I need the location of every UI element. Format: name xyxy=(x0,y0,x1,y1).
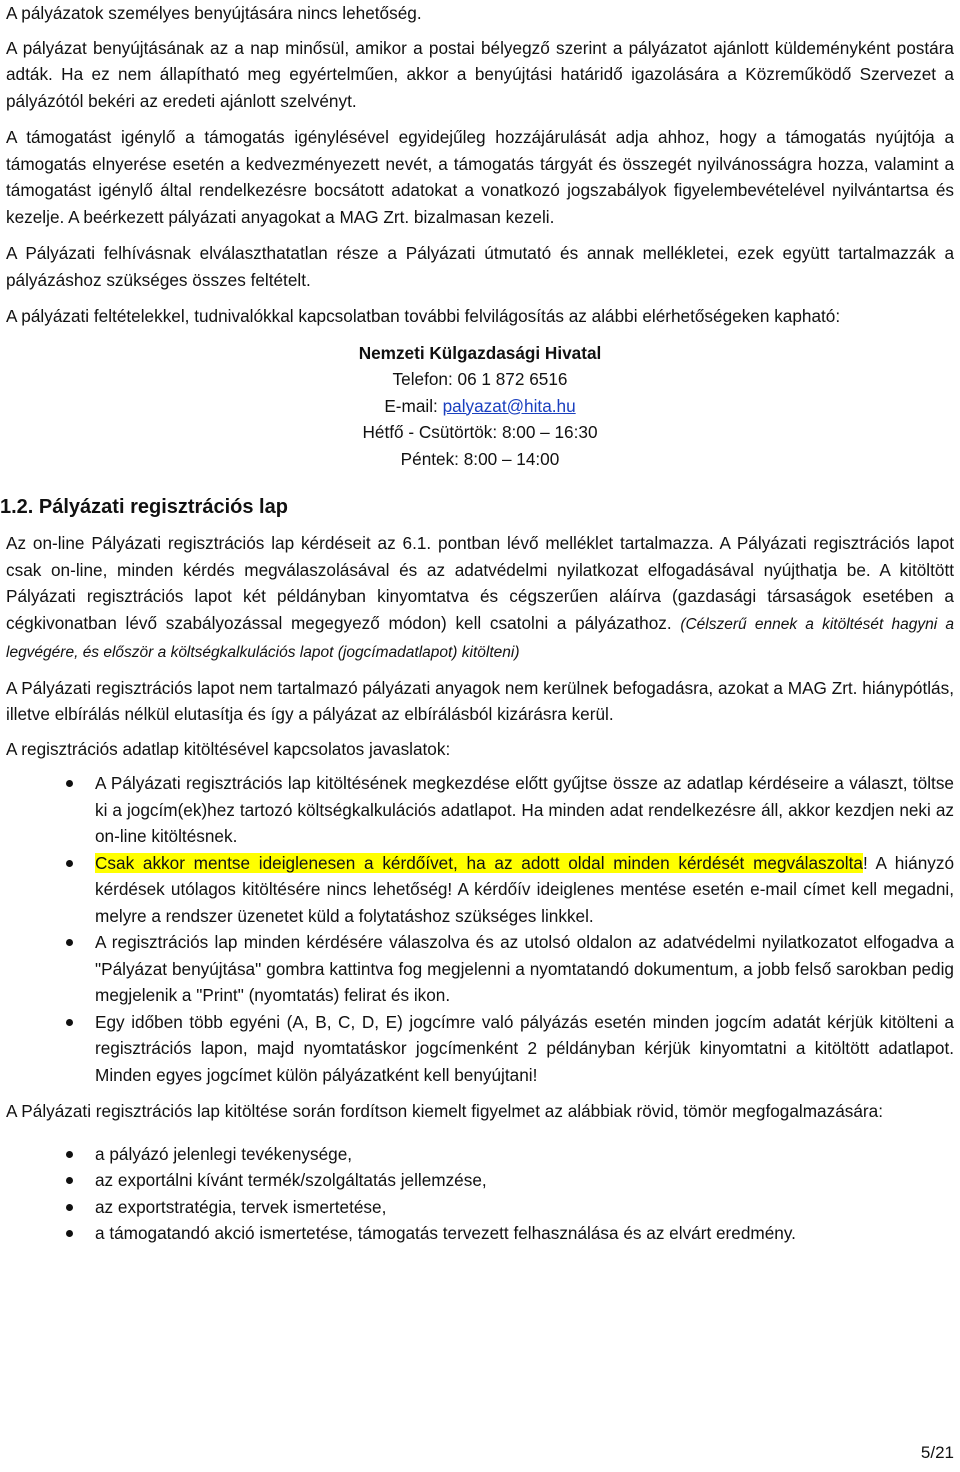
contact-email-link[interactable]: palyazat@hita.hu xyxy=(442,395,576,416)
list-item-text: a pályázó jelenlegi tevékenysége, xyxy=(95,1143,353,1164)
bullet-icon xyxy=(66,1177,73,1184)
list-item-text: A regisztrációs lap minden kérdésére válaszolva és az utolsó oldalon az adatvédelmi nyilatkozatot elfogadva a "Pályázat benyújtása" gombra kattintva fog megjelenni a nyomtatandó dokumentum, a jobb felső sarokban pedig megjelenik a "Print" (nyomtatás) felirat és ikon. xyxy=(95,932,954,1005)
paragraph-guide-part: A Pályázati felhívásnak elválaszthatatlan része a Pályázati útmutató és annak mellékletei, ezek együtt tartalmazzák a pályázáshoz szükséges összes feltételt. xyxy=(6,243,954,290)
list-item-text: az exportstratégia, tervek ismertetése, xyxy=(95,1196,387,1217)
contact-email-label: E-mail: xyxy=(384,395,443,416)
page-number: 5/21 xyxy=(920,1443,954,1462)
section-heading: 1.2. Pályázati regisztrációs lap xyxy=(0,496,288,518)
contact-email-line xyxy=(6,393,954,420)
paragraph-registration-text: Az on-line Pályázati regisztrációs lap kérdéseit az 6.1. pontban lévő melléklet tartalmazza. A Pályázati regisztrációs lapot csak on-line, minden kérdés megválaszolásával és az adatvédelmi nyilatkozat elfogadásával nyújthatja be. A kitöltött Pályázati regisztrációs lapot két példányban kinyomtatva és cégszerűen aláírva (gazdasági társaságok esetében a cégkivonatban lévő szabályozással megegyező módon) kell csatolni a pályázathoz. xyxy=(6,533,954,633)
list-item-text: az exportálni kívánt termék/szolgáltatás jellemzése, xyxy=(95,1170,487,1190)
bullet-icon xyxy=(66,860,73,867)
paragraph-attention: A Pályázati regisztrációs lap kitöltése során fordítson kiemelt figyelmet az alábbiak rövid, tömör megfogalmazására: xyxy=(6,1101,883,1121)
list-item-text: ! A hiányzó kérdések utólagos kitöltésére nincs lehetőség! A kérdőív ideiglenes mentése esetén e-mail címet kell megadni, melyre a rendszer üzenetet küld a folytatáshoz szükséges linkkel. xyxy=(95,852,954,926)
list-item-text: Egy időben több egyéni (A, B, C, D, E) jogcímre való pályázás esetén minden jogcím adatát kérjük kitölteni a regisztrációs lapon, majd nyomtatáskor jogcímenként 2 példányban kérjük kinyomtatni a kitöltött adatlapot. Minden egyes jogcímet külön pályázatként kell benyújtani! xyxy=(95,1011,954,1085)
list-item-text: a támogatandó akció ismertetése, támogatás tervezett felhasználása és az elvárt eredmény. xyxy=(95,1223,796,1243)
list-item xyxy=(6,1009,954,1089)
list-item xyxy=(6,1220,954,1247)
contact-phone: Telefon: 06 1 872 6516 xyxy=(392,369,568,389)
list-item xyxy=(6,850,954,930)
highlighted-text: Csak akkor mentse ideiglenesen a kérdőívet, ha az adott oldal minden kérdését megválaszolta xyxy=(95,852,863,873)
bullet-icon xyxy=(66,1151,73,1158)
paragraph-contact-intro: A pályázati feltételekkel, tudnivalókkal kapcsolatban további felvilágosítás az alábbi elérhetőségeken kapható: xyxy=(6,306,841,326)
contact-hours-weekday: Hétfő - Csütörtök: 8:00 – 16:30 xyxy=(362,422,598,442)
paragraph-no-personal-submission: A pályázatok személyes benyújtására nincs lehetőség. xyxy=(6,3,422,23)
list-item xyxy=(6,1194,954,1221)
paragraph-registration-note: (Célszerű ennek a kitöltését hagyni a legvégére, és először a költségkalkulációs lapot (jogcímadatlapot) kitölteni) xyxy=(6,615,955,661)
list-item-text: A Pályázati regisztrációs lap kitöltésének megkezdése előtt gyűjtse össze az adatlap kérdéseire a választ, töltse ki a jogcím(ek)hez tartozó költségkalkulációs adatlapot. Ha minden adat rendelkezésre áll, akkor kezdjen neki az on-line kitöltésnek. xyxy=(95,773,954,846)
list-item xyxy=(6,1167,954,1194)
list-item xyxy=(6,770,954,850)
paragraph-registration xyxy=(6,530,954,667)
paragraph-consent: A támogatást igénylő a támogatás igénylésével egyidejűleg hozzájárulását adja ahhoz, hogy a támogatás nyújtója a támogatás elnyerése esetén a kedvezményezett nevét, a támogatás tárgyát és összegét nyilvánosságra hozza, valamint a támogatást igénylő által rendelkezésre bocsátott adatokat a vonatkozó jogszabályok figyelembevételével nyilvántartsa és kezelje. A beérkezett pályázati anyagokat a MAG Zrt. bizalmasan kezeli. xyxy=(6,127,954,227)
paragraph-rejection: A Pályázati regisztrációs lapot nem tartalmazó pályázati anyagok nem kerülnek befogadásra, azokat a MAG Zrt. hiánypótlás, illetve elbírálás nélkül elutasítja és így a pályázat az elbírálásból kizárásra kerül. xyxy=(6,677,954,724)
bullet-icon xyxy=(66,939,73,946)
suggestions-list xyxy=(6,770,954,1088)
bullet-icon xyxy=(66,1204,73,1211)
contact-block xyxy=(6,340,954,473)
contact-hours-friday: Péntek: 8:00 – 14:00 xyxy=(400,448,560,469)
contact-org: Nemzeti Külgazdasági Hivatal xyxy=(358,342,602,363)
paragraph-submission-date: A pályázat benyújtásának az a nap minősül, amikor a postai bélyegző szerint a pályázatot ajánlott küldeményként postára adták. Ha ez nem állapítható meg egyértelműen, akkor a benyújtási határidő igazolására a Közreműködő Szervezet a pályázótól bekéri az eredeti ajánlott szelvényt. xyxy=(6,37,954,111)
paragraph-suggestions-intro: A regisztrációs adatlap kitöltésével kapcsolatos javaslatok: xyxy=(6,738,451,759)
list-item xyxy=(6,1141,954,1168)
bullet-icon xyxy=(66,1019,73,1026)
attention-list xyxy=(6,1141,954,1247)
list-item xyxy=(6,929,954,1009)
bullet-icon xyxy=(66,780,73,787)
bullet-icon xyxy=(66,1230,73,1237)
